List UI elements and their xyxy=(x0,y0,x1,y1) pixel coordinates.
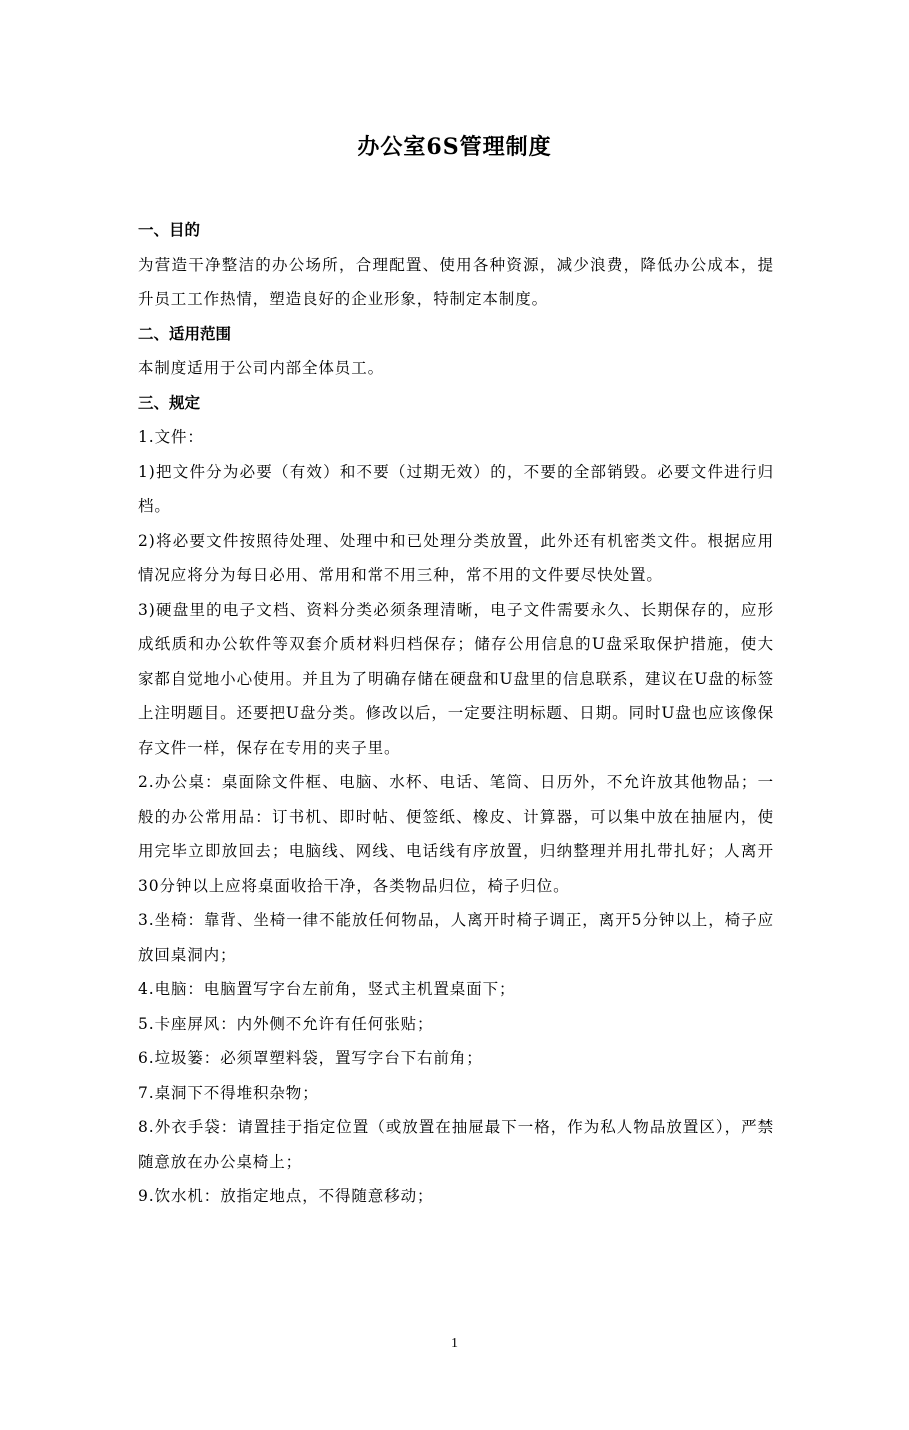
rule-under-desk: 7.桌洞下不得堆积杂物； xyxy=(138,1083,319,1102)
rule-files-item-2: 2)将必要文件按照待处理、处理中和已处理分类放置，此外还有机密类文件。根据应用情况应将分为每日必用、常用和常不用三种，常不用的文件要尽快处置。 xyxy=(138,531,774,584)
rule-coats-bags: 8.外衣手袋：请置挂于指定位置（或放置在抽屉最下一格，作为私人物品放置区），严禁随意放在办公桌椅上； xyxy=(138,1118,774,1171)
rule-computer: 4.电脑：电脑置写字台左前角，竖式主机置桌面下； xyxy=(138,980,516,998)
section-heading-rules: 三、规定 xyxy=(138,392,201,412)
page-number: 1 xyxy=(451,1336,458,1351)
rule-files-item-3: 3)硬盘里的电子文档、资料分类必须条理清晰，电子文件需要永久、长期保存的，应形成纸质和办公软件等双套介质材料归档保存；储存公用信息的U盘采取保护措施，使大家都自觉地小心使用。并且为了明确存储在硬盘和U盘里的信息联系，建议在U盘的标签上注明题目。还要把U盘分类。修改以后，一定要注明标题、日期。同时U盘也应该像保存文件一样，保存在专用的夹子里。 xyxy=(138,600,774,757)
rule-files-title: 1.文件： xyxy=(138,428,204,446)
paragraph-scope: 本制度适用于公司内部全体员工。 xyxy=(138,359,385,377)
section-heading-scope: 二、适用范围 xyxy=(138,323,232,343)
rule-trash-bin: 6.垃圾篓：必须罩塑料袋，置写字台下右前角； xyxy=(138,1049,483,1067)
rule-water-dispenser: 9.饮水机：放指定地点，不得随意移动； xyxy=(138,1187,434,1205)
rule-screen: 5.卡座屏风：内外侧不允许有任何张贴； xyxy=(138,1014,434,1033)
document-body xyxy=(138,213,774,1214)
rule-files-item-1: 1)把文件分为必要（有效）和不要（过期无效）的，不要的全部销毁。必要文件进行归档。 xyxy=(138,462,774,515)
rule-desk: 2.办公桌：桌面除文件框、电脑、水杯、电话、笔筒、日历外，不允许放其他物品；一般的办公常用品：订书机、即时帖、便签纸、橡皮、计算器，可以集中放在抽屉内，使用完毕立即放回去；电脑线、网线、电话线有序放置，归纳整理并用扎带扎好；人离开30分钟以上应将桌面收拾干净，各类物品归位，椅子归位。 xyxy=(138,773,774,895)
section-heading-purpose: 一、目的 xyxy=(138,220,201,239)
document-title: 办公室6S管理制度 xyxy=(357,134,552,160)
rule-chair: 3.坐椅：靠背、坐椅一律不能放任何物品，人离开时椅子调正，离开5分钟以上，椅子应放回桌洞内； xyxy=(138,911,774,964)
paragraph-purpose: 为营造干净整洁的办公场所，合理配置、使用各种资源，减少浪费，降低办公成本，提升员工工作热情，塑造良好的企业形象，特制定本制度。 xyxy=(138,255,774,308)
